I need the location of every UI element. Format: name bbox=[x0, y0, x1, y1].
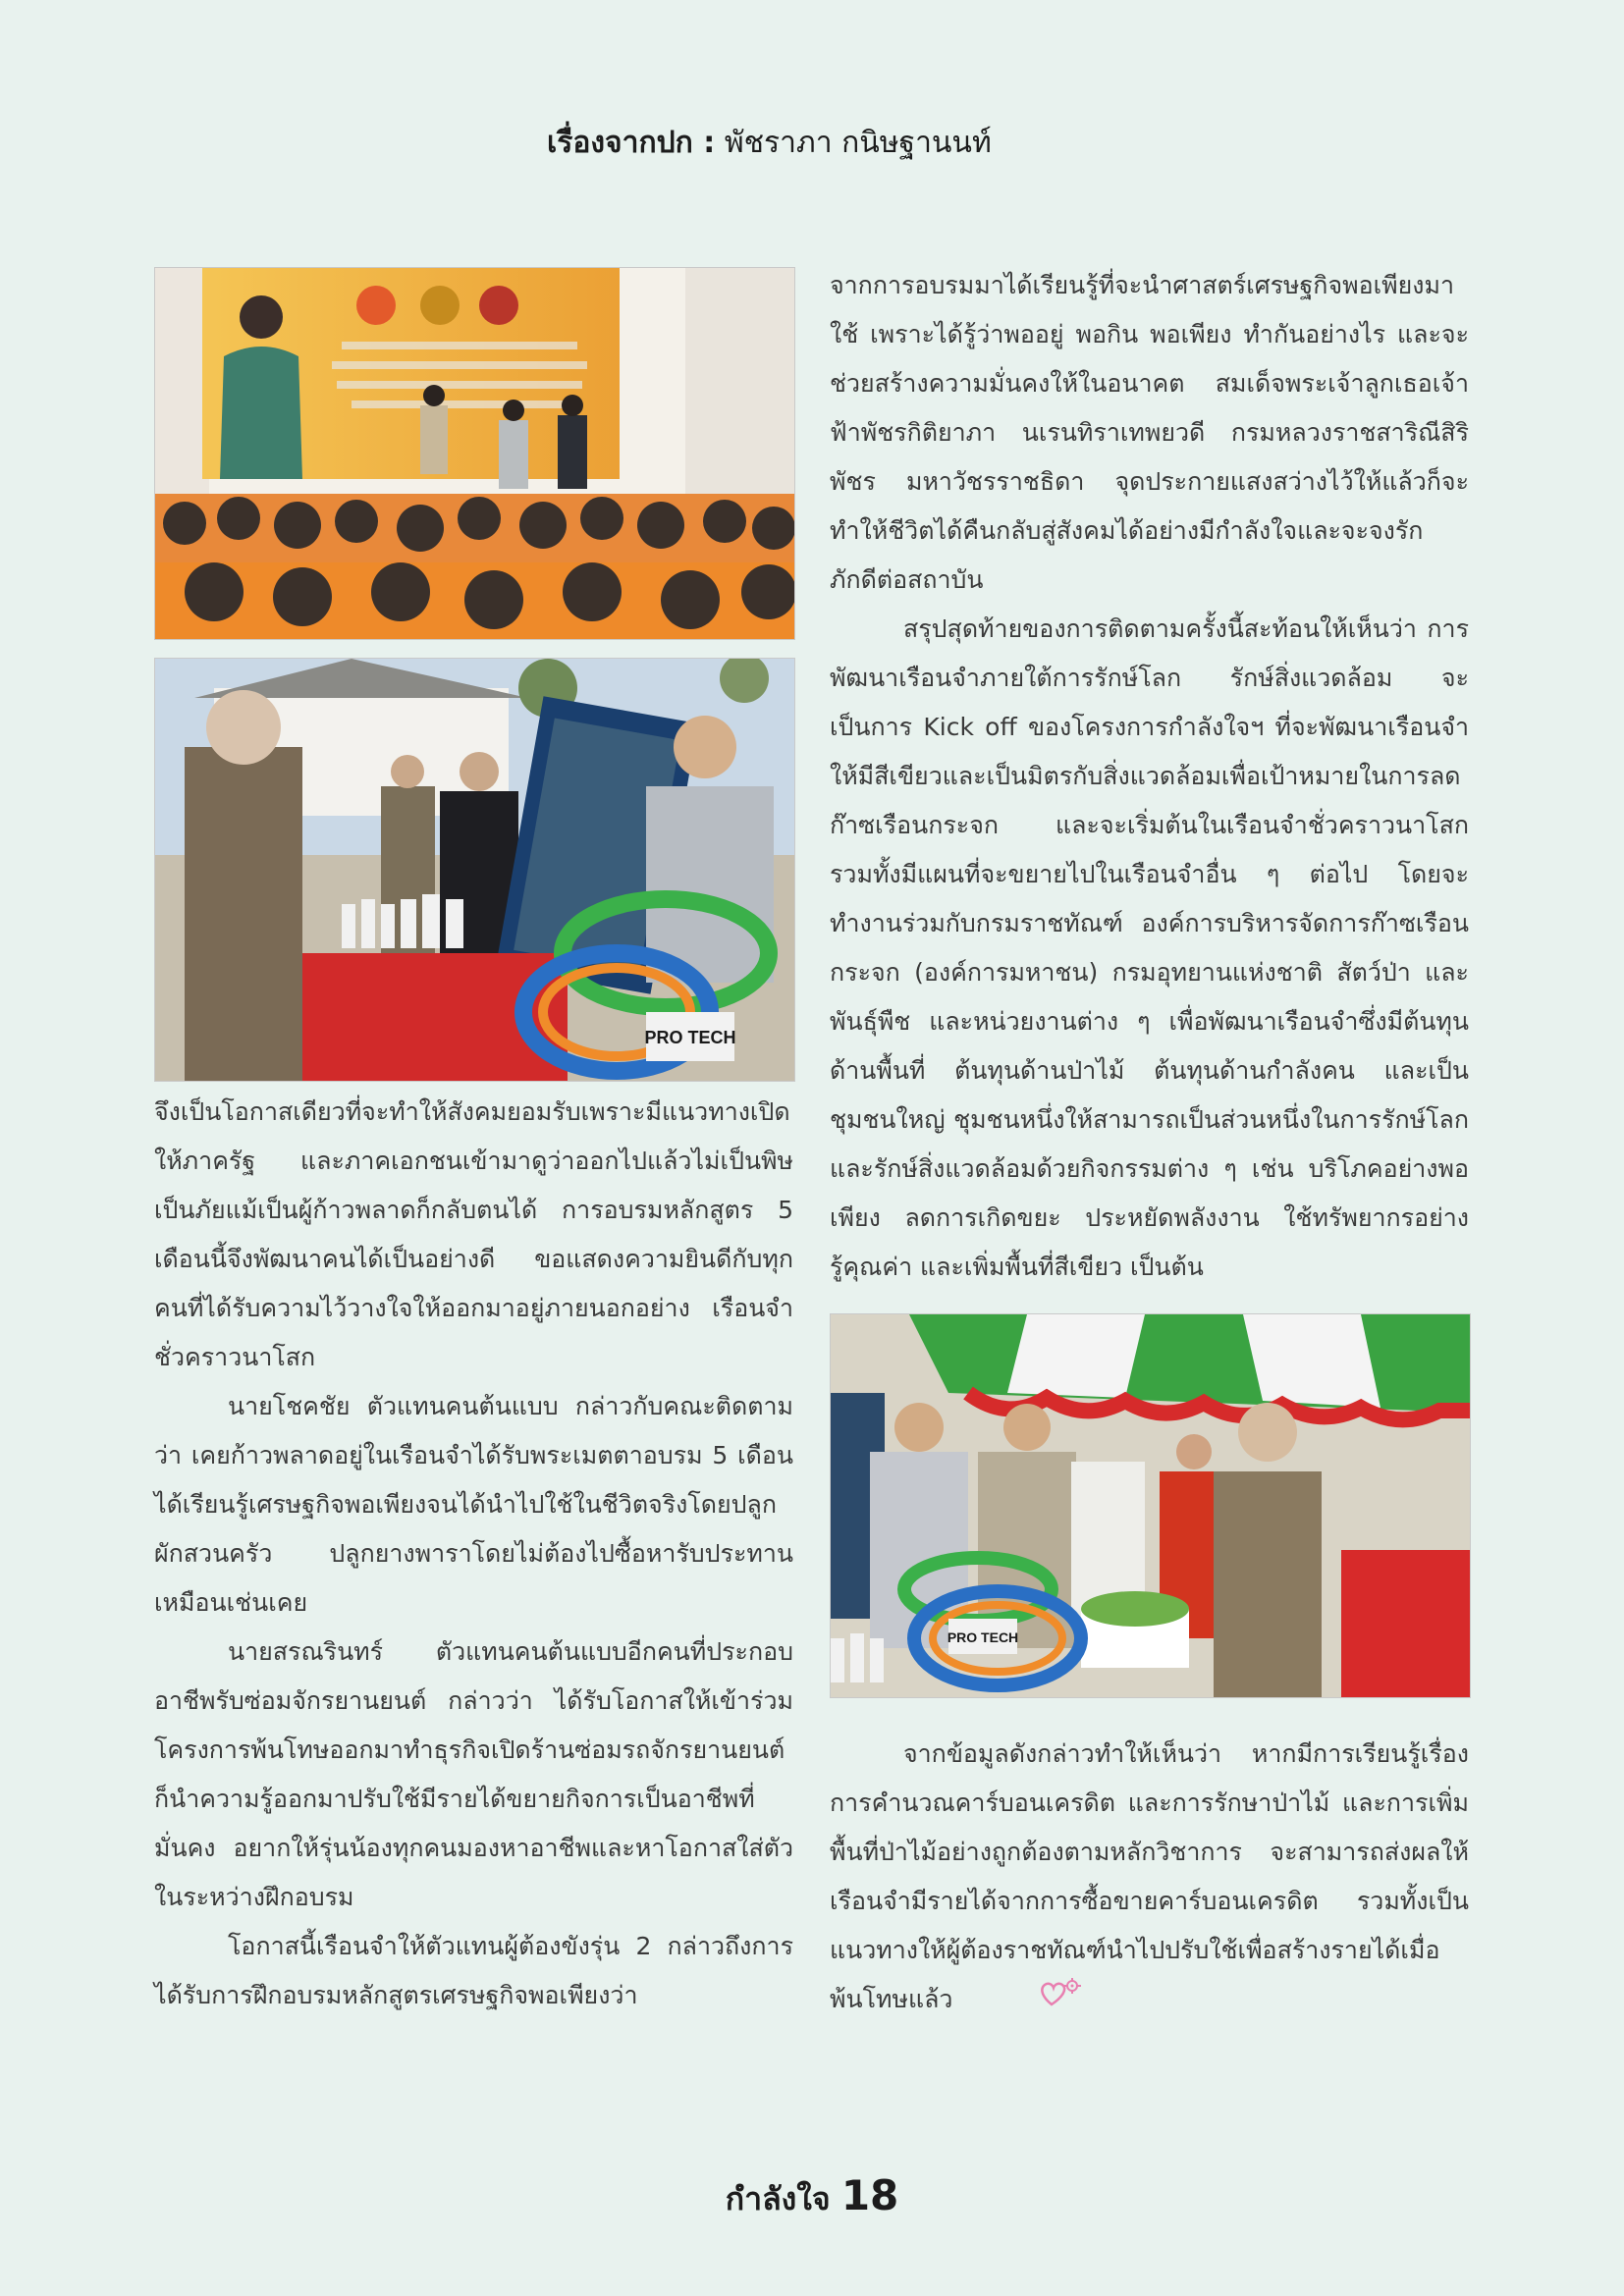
booth-board-label: PRO TECH bbox=[947, 1629, 1019, 1645]
heart-flower-icon bbox=[966, 1976, 1083, 2025]
left-paragraph-3: นายสรณรินทร์ ตัวแทนคนต้นแบบอีกคนที่ประกอบอาชีพรับซ่อมจักรยานยนต์ กล่าวว่า ได้รับโอกาสให้เข้าร่วมโครงการพ้นโทษออกมาทำธุรกิจเปิดร้านซ่อมรถจักรยานยนต์ ก็นำความรู้ออกมาปรับใช้มีรายได้ขยายกิจการเป็นอาชีพที่มั่นคง อยากให้รุ่นน้องทุกคนมองหาอาชีพและหาโอกาสใส่ตัวในระหว่างฝึกอบรม bbox=[154, 1637, 793, 1911]
right-paragraph-3 bbox=[830, 1730, 1469, 2025]
article-header bbox=[547, 120, 992, 166]
right-paragraph-2: สรุปสุดท้ายของการติดตามครั้งนี้สะท้อนให้เห็นว่า การพัฒนาเรือนจำภายใต้การรักษ์โลก รักษ์สิ่งแวดล้อม จะเป็นการ Kick off ของโครงการกำลังใจฯ ที่จะพัฒนาเรือนจำให้มีสีเขียวและเป็นมิตรกับสิ่งแวดล้อมเพื่อเป้าหมายในการลดก๊าซเรือนกระจก และจะเริ่มต้นในเรือนจำชั่วคราวนาโสก รวมทั้งมีแผนที่จะขยายไปในเรือนจำอื่น ๆ ต่อไป โดยจะทำงานร่วมกับกรมราชทัณฑ์ องค์การบริหารจัดการก๊าซเรือนกระจก (องค์การมหาชน) กรมอุทยานแห่งชาติ สัตว์ป่า และพันธุ์พืช และหน่วยงานต่าง ๆ เพื่อพัฒนาเรือนจำซึ่งมีต้นทุนด้านพื้นที่ ต้นทุนด้านป่าไม้ ต้นทุนด้านกำลังคน และเป็นชุมชนใหญ่ ชุมชนหนึ่งให้สามารถเป็นส่วนหนึ่งในการรักษ์โลกและรักษ์สิ่งแวดล้อมด้วยกิจกรรมต่าง ๆ เช่น บริโภคอย่างพอเพียง ลดการเกิดขยะ ประหยัดพลังงาน ใช้ทรัพยากรอย่างรู้คุณค่า และเพิ่มพื้นที่สีเขียว เป็นต้น bbox=[830, 614, 1469, 1281]
author-name: พัชราภา กนิษฐานนท์ bbox=[724, 126, 992, 160]
section-label: เรื่องจากปก : bbox=[547, 126, 716, 160]
left-paragraph-2: นายโชคชัย ตัวแทนคนต้นแบบ กล่าวกับคณะติดตามว่า เคยก้าวพลาดอยู่ในเรือนจำได้รับพระเมตตาอบรม 5 เดือน ได้เรียนรู้เศรษฐกิจพอเพียงจนได้นำไปใช้ในชีวิตจริงโดยปลูกผักสวนครัว ปลูกยางพาราโดยไม่ต้องไปซื้อหารับประทานเหมือนเช่นเคย bbox=[154, 1392, 793, 1617]
photo-exhibition-board bbox=[154, 658, 795, 1082]
page-number: 18 bbox=[840, 2171, 899, 2219]
right-paragraph-1: จากการอบรมมาได้เรียนรู้ที่จะนำศาสตร์เศรษฐกิจพอเพียงมาใช้ เพราะได้รู้ว่าพออยู่ พอกิน พอเพียง ทำกันอย่างไร และจะช่วยสร้างความมั่นคงให้ในอนาคต สมเด็จพระเจ้าลูกเธอเจ้าฟ้าพัชรกิติยาภา นเรนทิราเทพยวดี กรมหลวงราชสาริณีสิริพัชร มหาวัชรราชธิดา จุดประกายแสงสว่างไว้ให้แล้วก็จะทำให้ชีวิตได้คืนกลับสู่สังคมได้อย่างมีกำลังใจและจะจงรักภักดีต่อสถาบัน bbox=[830, 271, 1469, 594]
right-column bbox=[830, 261, 1469, 2025]
photo-training-audience bbox=[154, 267, 795, 640]
left-paragraph-1: จึงเป็นโอกาสเดียวที่จะทำให้สังคมยอมรับเพราะมีแนวทางเปิดให้ภาครัฐ และภาคเอกชนเข้ามาดูว่าออกไปแล้วไม่เป็นพิษเป็นภัยแม้เป็นผู้ก้าวพลาดก็กลับตนได้ การอบรมหลักสูตร 5 เดือนนี้จึงพัฒนาคนได้เป็นอย่างดี ขอแสดงความยินดีกับทุกคนที่ได้รับความไว้วางใจให้ออกมาอยู่ภายนอกอย่าง เรือนจำชั่วคราวนาโสก bbox=[154, 1097, 793, 1371]
page-footer bbox=[0, 2171, 1624, 2224]
right-paragraph-3-text: จากข้อมูลดังกล่าวทำให้เห็นว่า หากมีการเรียนรู้เรื่องการคำนวณคาร์บอนเครดิต และการรักษาป่าไม้ และการเพิ่มพื้นที่ป่าไม้อย่างถูกต้องตามหลักวิชาการ จะสามารถส่งผลให้เรือนจำมีรายได้จากการซื้อขายคาร์บอนเครดิต รวมทั้งเป็นแนวทางให้ผู้ต้องราชทัณฑ์นำไปปรับใช้เพื่อสร้างรายได้เมื่อพ้นโทษแล้ว bbox=[830, 1739, 1469, 2013]
magazine-name: กำลังใจ bbox=[725, 2180, 831, 2217]
left-paragraph-4: โอกาสนี้เรือนจำให้ตัวแทนผู้ต้องขังรุ่น 2 กล่าวถึงการได้รับการฝึกอบรมหลักสูตรเศรษฐกิจพอเพียงว่า bbox=[154, 1932, 793, 2009]
left-column bbox=[154, 267, 793, 2020]
board-label: PRO TECH bbox=[644, 1028, 736, 1047]
photo-booth-tyres bbox=[830, 1313, 1471, 1698]
